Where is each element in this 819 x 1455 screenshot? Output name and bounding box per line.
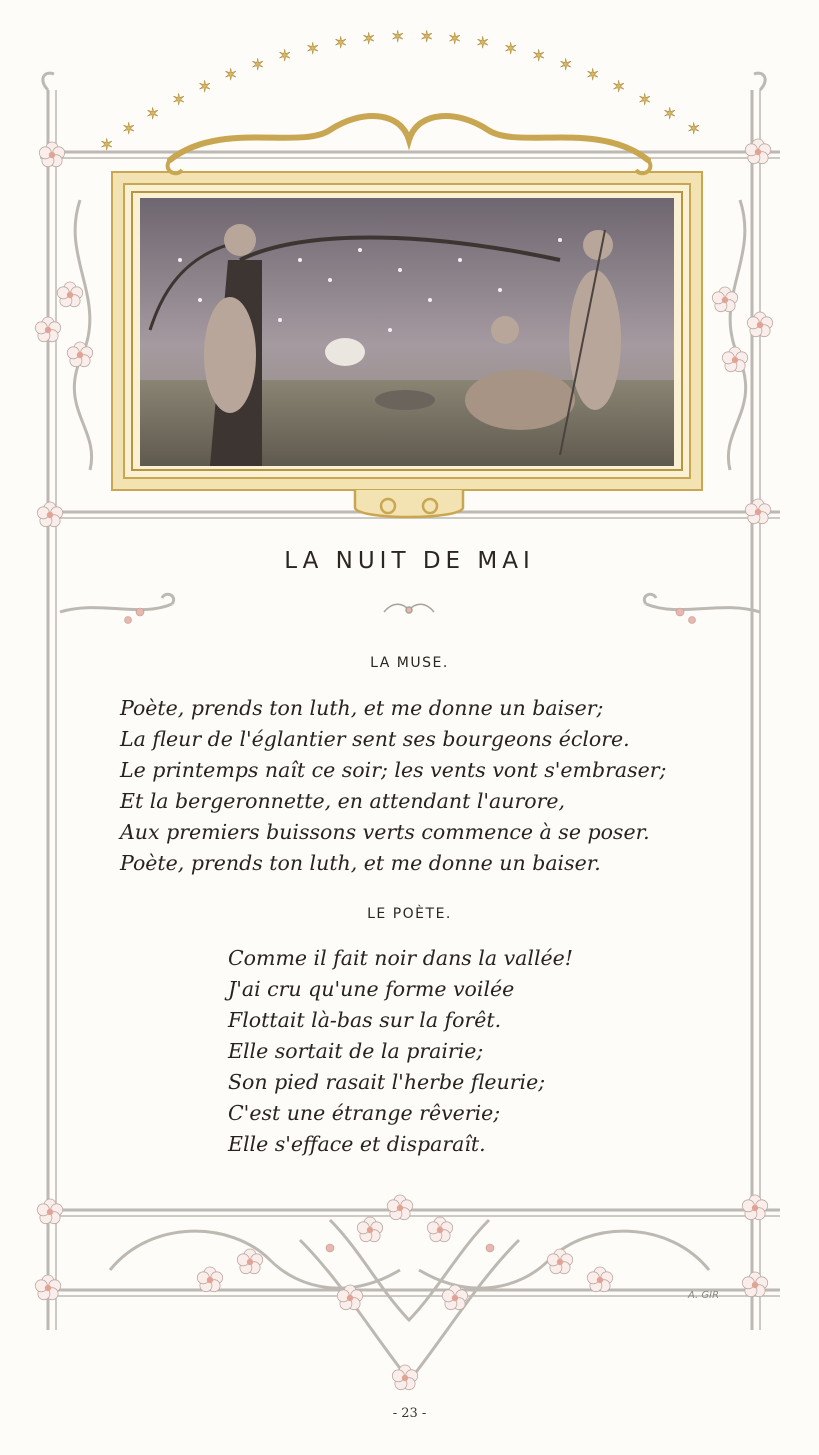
svg-text:✶: ✶ bbox=[532, 46, 546, 65]
svg-text:✶: ✶ bbox=[612, 77, 626, 96]
svg-text:✶: ✶ bbox=[663, 104, 677, 123]
svg-text:✶: ✶ bbox=[420, 27, 434, 46]
verse-line: Poète, prends ton luth, et me donne un baiser. bbox=[120, 851, 601, 875]
verse-line: C'est une étrange rêverie; bbox=[228, 1101, 501, 1125]
svg-text:✶: ✶ bbox=[172, 90, 186, 109]
speaker-muse: LA MUSE. bbox=[370, 655, 449, 671]
verse-line: Elle sortait de la prairie; bbox=[228, 1039, 484, 1063]
svg-text:✶: ✶ bbox=[334, 33, 348, 52]
svg-text:✶: ✶ bbox=[362, 29, 376, 48]
artist-signature: A. GIR bbox=[688, 1290, 720, 1301]
verse-line: Le printemps naît ce soir; les vents vont s'embraser; bbox=[120, 758, 667, 782]
svg-text:✶: ✶ bbox=[198, 77, 212, 96]
page-number: - 23 - bbox=[392, 1406, 427, 1421]
speaker-poet: LE POÈTE. bbox=[367, 906, 452, 922]
verse-line: Son pied rasait l'herbe fleurie; bbox=[228, 1070, 546, 1094]
svg-text:✶: ✶ bbox=[100, 135, 114, 154]
svg-text:✶: ✶ bbox=[687, 119, 701, 138]
svg-text:✶: ✶ bbox=[224, 65, 238, 84]
verse-line: J'ai cru qu'une forme voilée bbox=[228, 977, 515, 1001]
svg-text:✶: ✶ bbox=[559, 55, 573, 74]
page-title: LA NUIT DE MAI bbox=[284, 548, 535, 574]
verse-line: Poète, prends ton luth, et me donne un baiser; bbox=[120, 696, 604, 720]
svg-text:✶: ✶ bbox=[448, 29, 462, 48]
svg-text:✶: ✶ bbox=[391, 27, 405, 46]
star-arc bbox=[100, 27, 700, 154]
svg-text:✶: ✶ bbox=[638, 90, 652, 109]
svg-text:✶: ✶ bbox=[251, 55, 265, 74]
svg-text:✶: ✶ bbox=[146, 104, 160, 123]
verse-line: Elle s'efface et disparaît. bbox=[228, 1132, 486, 1156]
svg-text:✶: ✶ bbox=[122, 119, 136, 138]
svg-text:✶: ✶ bbox=[504, 39, 518, 58]
verse-line: Flottait là-bas sur la forêt. bbox=[228, 1008, 502, 1032]
svg-text:✶: ✶ bbox=[306, 39, 320, 58]
verse-line: La fleur de l'églantier sent ses bourgeons éclore. bbox=[120, 727, 630, 751]
verse-line: Aux premiers buissons verts commence à se poser. bbox=[120, 820, 650, 844]
svg-text:✶: ✶ bbox=[278, 46, 292, 65]
verse-line: Et la bergeronnette, en attendant l'aurore, bbox=[120, 789, 566, 813]
verse-line: Comme il fait noir dans la vallée! bbox=[228, 946, 574, 970]
svg-text:✶: ✶ bbox=[586, 65, 600, 84]
svg-text:✶: ✶ bbox=[476, 33, 490, 52]
illustration-scene bbox=[140, 198, 674, 466]
